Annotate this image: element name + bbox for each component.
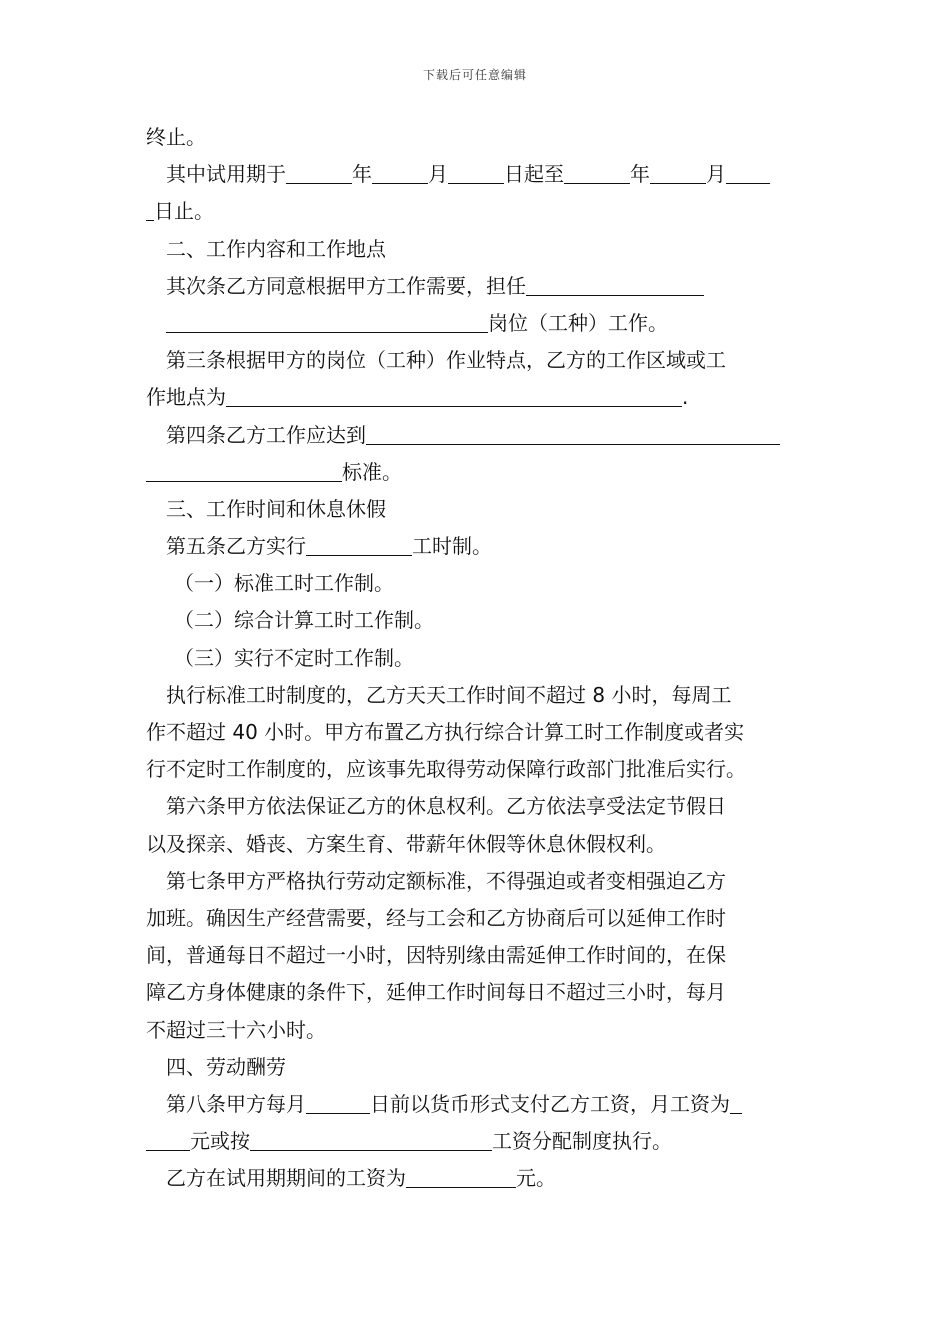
text-line — [146, 417, 810, 454]
text: 其中试用期于 — [166, 162, 286, 187]
text-line — [146, 193, 810, 230]
text-line — [146, 863, 810, 900]
text: 第五条乙方实行 — [166, 534, 306, 559]
text: 行不定时工作制度的，应该事先取得劳动保障行政部门批准后实行。 — [146, 757, 746, 782]
blank-field[interactable] — [286, 161, 352, 184]
text: 四、劳动酬劳 — [166, 1054, 286, 1079]
text: 三、工作时间和休息休假 — [166, 496, 386, 521]
text: . — [682, 385, 689, 410]
section-heading — [146, 491, 810, 528]
text-line — [146, 714, 810, 751]
blank-field[interactable] — [306, 1091, 370, 1114]
text-line — [146, 305, 810, 342]
text-line — [146, 1086, 810, 1123]
text: （三）实行不定时工作制。 — [174, 645, 414, 670]
text: 第七条甲方严格执行劳动定额标准，不得强迫或者变相强迫乙方 — [166, 868, 726, 893]
text: 第三条根据甲方的岗位（工种）作业特点，乙方的工作区域或工 — [166, 348, 726, 373]
text-line — [146, 119, 810, 156]
blank-field[interactable] — [250, 1128, 492, 1151]
list-item — [146, 565, 810, 602]
text-line — [146, 454, 810, 491]
blank-field[interactable] — [650, 161, 706, 184]
text: （一）标准工时工作制。 — [174, 571, 394, 596]
blank-field[interactable] — [726, 161, 770, 184]
text: 工资分配制度执行。 — [492, 1129, 672, 1154]
text-line — [146, 528, 810, 565]
text: 日前以货币形式支付乙方工资，月工资为 — [370, 1091, 730, 1116]
text-line — [146, 974, 810, 1011]
blank-field[interactable] — [306, 533, 412, 556]
blank-field[interactable] — [448, 161, 504, 184]
blank-field[interactable] — [366, 422, 780, 445]
text: 元或按 — [190, 1129, 250, 1154]
text-line — [146, 900, 810, 937]
list-item — [146, 602, 810, 639]
text: 月 — [428, 162, 448, 187]
blank-field[interactable] — [146, 1128, 190, 1151]
text: 日起至 — [504, 162, 564, 187]
text-line — [146, 1012, 810, 1049]
text: 作地点为 — [146, 385, 226, 410]
text: 日止。 — [154, 199, 214, 224]
text-line — [146, 826, 810, 863]
text: 间，普通每日不超过一小时，因特别缘由需延伸工作时间的，在保 — [146, 943, 726, 968]
text: 第四条乙方工作应达到 — [166, 422, 366, 447]
text-line — [146, 751, 810, 788]
text: 元。 — [516, 1166, 556, 1191]
section-heading — [146, 1049, 810, 1086]
text: 岗位（工种）工作。 — [488, 310, 668, 335]
text: 障乙方身体健康的条件下，延伸工作时间每日不超过三小时，每月 — [146, 980, 726, 1005]
list-item — [146, 640, 810, 677]
text-line — [146, 937, 810, 974]
text: 工时制。 — [412, 534, 492, 559]
probation-period-line — [146, 156, 810, 193]
text-line — [146, 677, 810, 714]
text: 执行标准工时制度的，乙方天天工作时间不超过 8 小时，每周工 — [166, 682, 732, 707]
text: 年 — [352, 162, 372, 187]
contract-body — [146, 119, 810, 1197]
blank-field[interactable] — [730, 1091, 742, 1114]
text-line — [146, 268, 810, 305]
blank-field[interactable] — [406, 1165, 516, 1188]
page-header: 下载后可任意编辑 — [422, 68, 527, 82]
text: 不超过三十六小时。 — [146, 1017, 326, 1042]
blank-field[interactable] — [526, 273, 704, 296]
blank-field[interactable] — [146, 198, 154, 221]
text: 终止。 — [146, 125, 206, 149]
section-heading — [146, 231, 810, 268]
text-line — [146, 1160, 810, 1197]
text: 乙方在试用期期间的工资为 — [166, 1166, 406, 1191]
blank-field[interactable] — [146, 459, 342, 482]
text: 其次条乙方同意根据甲方工作需要，担任 — [166, 273, 526, 298]
text: 第六条甲方依法保证乙方的休息权利。乙方依法享受法定节假日 — [166, 794, 726, 819]
blank-field[interactable] — [564, 161, 630, 184]
text-line — [146, 379, 810, 416]
text-line — [146, 788, 810, 825]
text: 以及探亲、婚丧、方案生育、带薪年休假等休息休假权利。 — [146, 831, 666, 856]
text: 标准。 — [342, 459, 402, 484]
text: （二）综合计算工时工作制。 — [174, 608, 434, 633]
text-line — [146, 1123, 810, 1160]
blank-field[interactable] — [226, 384, 682, 407]
text: 第八条甲方每月 — [166, 1091, 306, 1116]
blank-field[interactable] — [372, 161, 428, 184]
text: 二、工作内容和工作地点 — [166, 236, 386, 261]
text-line — [146, 342, 810, 379]
text: 加班。确因生产经营需要，经与工会和乙方协商后可以延伸工作时 — [146, 905, 726, 930]
text: 年 — [630, 162, 650, 187]
text: 月 — [706, 162, 726, 187]
text: 作不超过 40 小时。甲方布置乙方执行综合计算工时工作制度或者实 — [146, 720, 745, 744]
blank-field[interactable] — [166, 310, 488, 333]
